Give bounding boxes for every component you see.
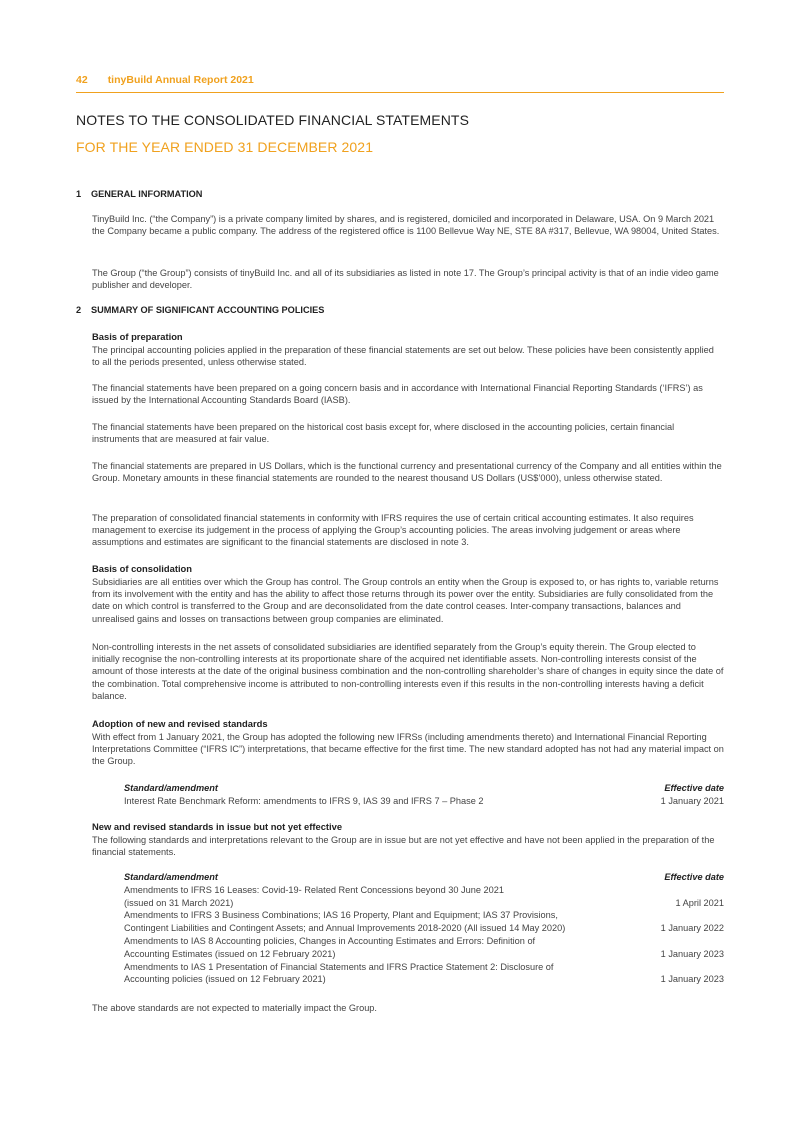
standard-name: Amendments to IFRS 16 Leases: Covid-19- Related Rent Concessions beyond 30 June 2021 (issued on 31 March 2021) [124, 884, 504, 908]
standard-name: Interest Rate Benchmark Reform: amendments to IFRS 9, IAS 39 and IFRS 7 – Phase 2 [124, 795, 484, 806]
report-title: tinyBuild Annual Report 2021 [107, 74, 254, 86]
table-row [124, 795, 724, 808]
paragraph: The financial statements have been prepared on the historical cost basis except for, where disclosed in the accounting policies, certain financial instruments that are measured at fair value. [92, 422, 675, 445]
standard-name: Amendments to IAS 8 Accounting policies, Changes in Accounting Estimates and Errors: Definition of Accounting Estimates (issued on 12 February 2021) [124, 935, 536, 959]
header-divider [76, 92, 724, 93]
section-2-heading [76, 305, 324, 315]
page-subtitle: FOR THE YEAR ENDED 31 DECEMBER 2021 [76, 139, 374, 155]
effective-date: 1 January 2023 [660, 974, 724, 985]
column-header-standard: Standard/amendment [124, 783, 218, 793]
paragraph: With effect from 1 January 2021, the Group has adopted the following new IFRSs (including amendments thereto) and International Financial Reporting Interpretations Committee (“IFRS IC”) interpretations, that became effective for the first time. The new standard adopted has not had any material impact on the Group. [92, 732, 724, 767]
paragraph: The preparation of consolidated financial statements in conformity with IFRS requires the use of certain critical accounting estimates. It also requires management to exercise its judgement in the process of applying the Group’s accounting policies. The areas involving judgement or areas where assumptions and estimates are significant to the financial statements are disclosed in note 3. [92, 513, 694, 548]
table-row [124, 884, 724, 910]
page-header [76, 74, 724, 86]
subheading-new-standards: New and revised standards in issue but not yet effective [92, 821, 343, 832]
effective-date: 1 January 2023 [660, 948, 724, 959]
page-title: NOTES TO THE CONSOLIDATED FINANCIAL STATEMENTS [76, 112, 470, 128]
subheading-basis-of-preparation: Basis of preparation [92, 331, 183, 342]
section-1-heading [76, 189, 202, 199]
column-header-standard: Standard/amendment [124, 872, 218, 882]
standard-name: Amendments to IFRS 3 Business Combinations; IAS 16 Property, Plant and Equipment; IAS 37 Provisions, Contingent Liabilities and Contingent Assets; and Annual Improvements 2018-2020 (All issued 14 May 2020) [124, 910, 566, 934]
page-number: 42 [76, 74, 88, 86]
section-title: GENERAL INFORMATION [91, 189, 203, 199]
table-row [124, 935, 724, 961]
subheading-adoption: Adoption of new and revised standards [92, 718, 268, 729]
section-number: 2 [76, 305, 82, 315]
table-row [124, 961, 724, 987]
paragraph: The financial statements have been prepared on a going concern basis and in accordance with International Financial Reporting Standards (‘IFRS’) as issued by the International Accounting Standards Board (IASB). [92, 383, 703, 406]
section-title: SUMMARY OF SIGNIFICANT ACCOUNTING POLICIES [91, 305, 325, 315]
upcoming-standards-table [124, 871, 724, 986]
effective-date: 1 January 2022 [660, 923, 724, 934]
paragraph: The Group (“the Group”) consists of tinyBuild Inc. and all of its subsidiaries as listed in note 17. The Group’s principal activity is that of an indie video game publisher and developer. [92, 268, 719, 291]
paragraph: TinyBuild Inc. (“the Company”) is a private company limited by shares, and is registered, domiciled and incorporated in Delaware, USA. On 9 March 2021 the Company became a public company. The address of the registered office is 1100 Bellevue Way NE, STE 8A #317, Bellevue, WA 98004, United States. [92, 214, 720, 237]
effective-date: 1 January 2021 [660, 795, 724, 806]
paragraph: Subsidiaries are all entities over which the Group has control. The Group controls an entity when the Group is exposed to, or has rights to, variable returns from its involvement with the entity and has the ability to affect those returns through its power over the entity. Subsidiaries are fully consolidated from the date on which control is transferred to the Group and are deconsolidated from the date control ceases. Inter-company transactions, balances and unrealised gains and losses on transactions between group companies are eliminated. [92, 577, 719, 624]
column-header-date: Effective date [664, 783, 724, 793]
paragraph: The principal accounting policies applied in the preparation of these financial statements are set out below. These policies have been consistently applied to all the periods presented, unless otherwise stated. [92, 345, 714, 368]
effective-date: 1 April 2021 [675, 897, 724, 908]
table-header [124, 782, 724, 795]
table-header [124, 871, 724, 884]
adopted-standards-table [124, 782, 724, 808]
table-row [124, 909, 724, 935]
section-number: 1 [76, 189, 82, 199]
subheading-basis-of-consolidation: Basis of consolidation [92, 563, 193, 574]
paragraph: The financial statements are prepared in US Dollars, which is the functional currency and presentational currency of the Company and all entities within the Group. Monetary amounts in these financial statements are rounded to the nearest thousand US Dollars (US$’000), unless otherwise stated. [92, 461, 722, 484]
paragraph: Non-controlling interests in the net assets of consolidated subsidiaries are identified separately from the Group’s equity therein. The Group elected to initially recognise the non-controlling interests at its proportionate share of the acquired net identifiable assets. Non-controlling interests consist of the amount of those interests at the date of the original business combination and the non-controlling shareholder’s share of changes in equity since the date of the combination. Total comprehensive income is attributed to non-controlling interests even if this results in the non-controlling interests having a deficit balance. [92, 642, 724, 701]
closing-paragraph: The above standards are not expected to materially impact the Group. [92, 1003, 377, 1013]
standard-name: Amendments to IAS 1 Presentation of Financial Statements and IFRS Practice Statement 2: Disclosure of Accounting policies (issued on 12 February 2021) [124, 961, 554, 985]
paragraph: The following standards and interpretations relevant to the Group are in issue but are not yet effective and have not been applied in the preparation of the financial statements. [92, 835, 715, 858]
column-header-date: Effective date [664, 872, 724, 882]
